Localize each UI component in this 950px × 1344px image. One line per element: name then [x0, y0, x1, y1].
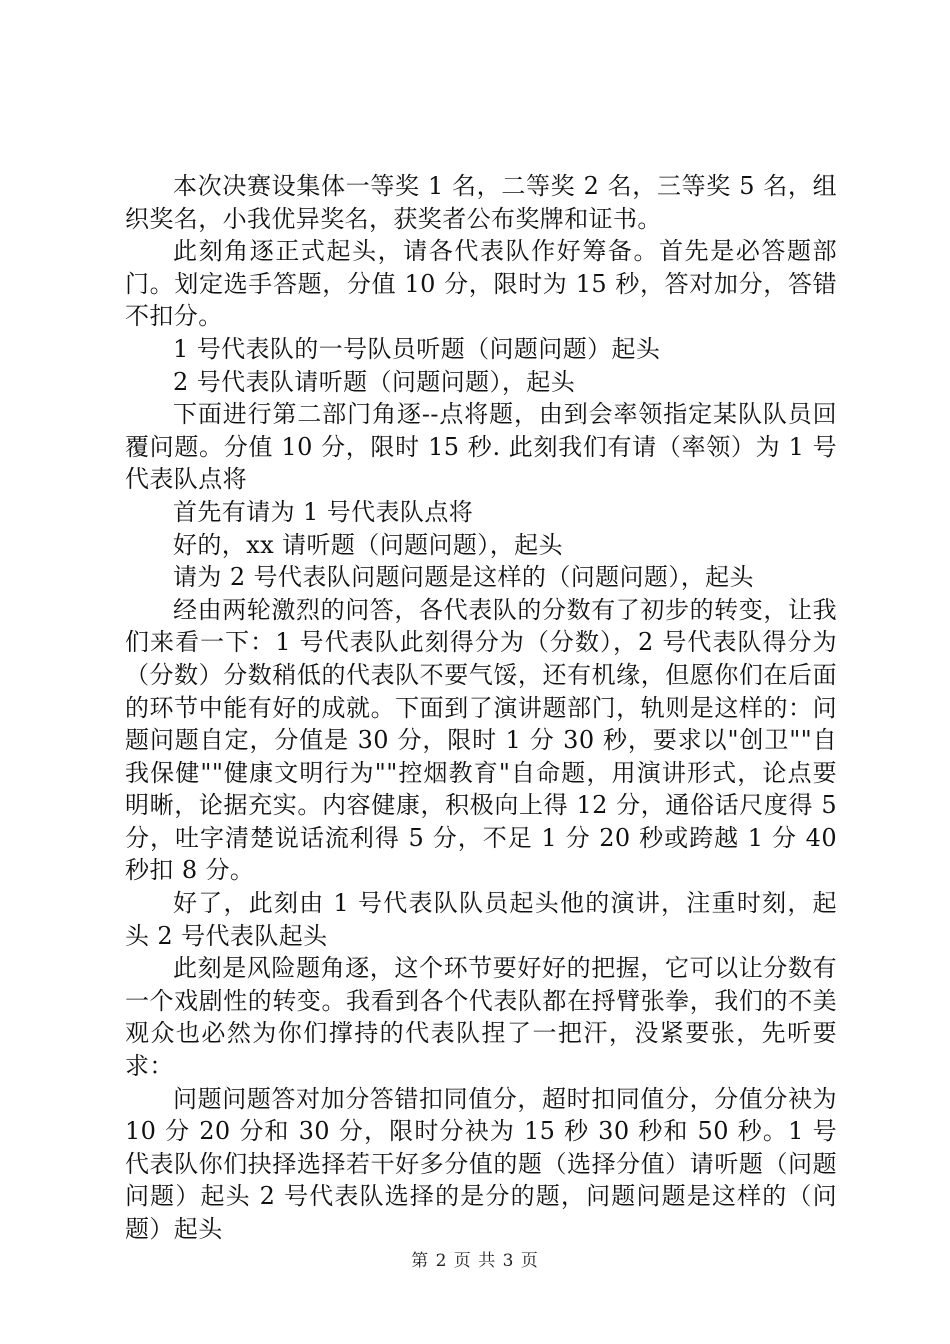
paragraph-speech-round: 经由两轮激烈的问答，各代表队的分数有了初步的转变，让我们来看一下：1 号代表队此刻得分为（分数），2 号代表队得分为（分数）分数稍低的代表队不要气馁，还有机缘，但愿你们在后面的环节中能有好的成就。下面到了演讲题部门，轨则是这样的：问题问题自定，分值是 30 分，限时 1 分 30 秒，要求以"创卫""自我保健""健康文明行为""控烟教育"自命题，用演讲形式，论点要明晰，论据充实。内容健康，积极向上得 12 分，通俗话尺度得 5 分，吐字清楚说话流利得 5 分，不足 1 分 20 秒或跨越 1 分 40 秒扣 8 分。	[125, 595, 837, 885]
paragraph-speech-start: 好了，此刻由 1 号代表队队员起头他的演讲，注重时刻，起头 2 号代表队起头	[125, 889, 837, 950]
page-footer: 第 2 页 共 3 页	[411, 1251, 539, 1271]
paragraph-required-questions: 此刻角逐正式起头，请各代表队作好筹备。首先是必答题部门。划定选手答题，分值 10 分，限时为 15 秒，答对加分，答错不扣分。	[125, 237, 837, 331]
paragraph-risk-rules: 问题问题答对加分答错扣同值分，超时扣同值分，分值分袂为 10 分 20 分和 30 分，限时分袂为 15 秒 30 秒和 50 秒。1 号代表队你们抉择选择若干好多分值的题（选择分值）请听题（问题问题）起头 2 号代表队选择的是分的题，问题问题是这样的（问题）起头	[125, 1084, 837, 1243]
paragraph-xx-listen: 好的，xx 请听题（问题问题），起头	[173, 530, 563, 559]
document-body	[125, 170, 837, 1246]
paragraph-awards: 本次决赛设集体一等奖 1 名，二等奖 2 名，三等奖 5 名，组织奖名，小我优异奖名，获奖者公布奖牌和证书。	[125, 172, 837, 233]
paragraph-team1-listen: 1 号代表队的一号队员听题（问题问题）起头	[173, 334, 661, 363]
paragraph-team1-pick: 首先有请为 1 号代表队点将	[173, 497, 474, 526]
paragraph-risk-round: 此刻是风险题角逐，这个环节要好好的把握，它可以让分数有一个戏剧性的转变。我看到各个代表队都在捋臂张拳，我们的不美观众也必然为你们撑持的代表队捏了一把汗，没紧要张，先听要求：	[125, 954, 837, 1081]
paragraph-second-round: 下面进行第二部门角逐--点将题，由到会率领指定某队队员回覆问题。分值 10 分，限时 15 秒. 此刻我们有请（率领）为 1 号代表队点将	[125, 400, 837, 494]
paragraph-team2-question: 请为 2 号代表队问题问题是这样的（问题问题），起头	[173, 563, 754, 592]
paragraph-team2-listen: 2 号代表队请听题（问题问题），起头	[173, 367, 576, 396]
